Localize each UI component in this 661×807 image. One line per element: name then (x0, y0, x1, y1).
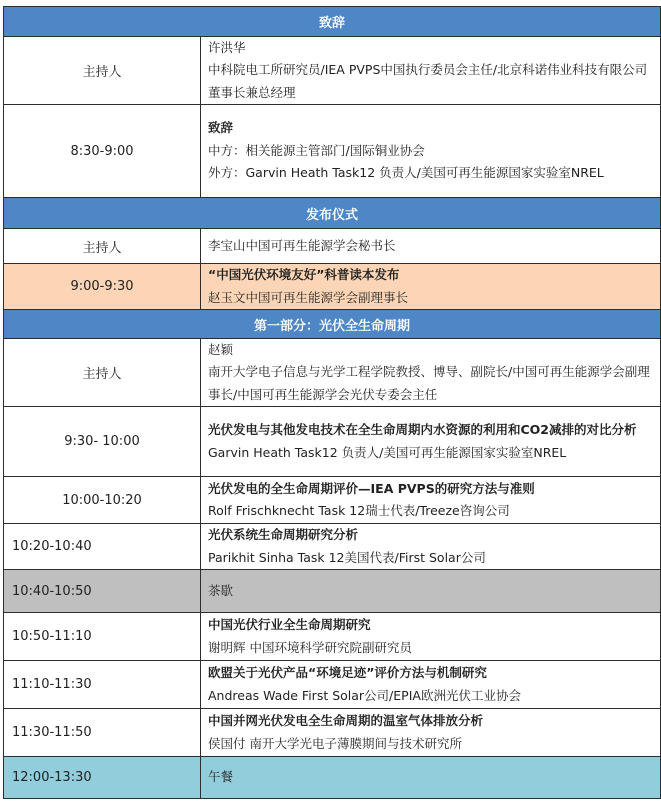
content-cell (201, 524, 660, 569)
break-label: 茶歇 (208, 582, 234, 598)
time-cell: 11:30-11:50 (4, 709, 201, 756)
time-cell: 11:10-11:30 (4, 661, 201, 708)
agenda-row-host-1 (4, 37, 660, 105)
time-cell: 10:20-10:40 (4, 524, 201, 569)
time-cell: 主持人 (4, 339, 201, 406)
agenda-row-tea-break (4, 570, 660, 613)
host-name: 李宝山中国可再生能源学会秘书长 (208, 237, 396, 253)
agenda-row-talk-1 (4, 407, 660, 477)
agenda-row-talk-4 (4, 613, 660, 661)
speaker-line: 中方：相关能源主管部门/国际铜业协会 (208, 142, 425, 158)
talk-title: 光伏系统生命周期研究分析 (208, 527, 359, 542)
time-cell: 10:40-10:50 (4, 570, 201, 612)
content-cell (201, 339, 660, 406)
host-name: 许洪华 (208, 39, 246, 55)
agenda-row-talk-6 (4, 709, 660, 757)
lunch-label: 午餐 (208, 769, 234, 785)
time-cell: 12:00-13:30 (4, 757, 201, 798)
content-cell (201, 37, 660, 104)
speaker-line: 外方：Garvin Heath Task12 负责人/美国可再生能源国家实验室NREL (208, 165, 604, 181)
content-cell (201, 709, 660, 756)
time-cell: 主持人 (4, 37, 201, 104)
speaker-line: 赵玉文中国可再生能源学会副理事长 (208, 289, 409, 305)
speaker-line: 谢明辉 中国环境科学研究院副研究员 (208, 639, 412, 655)
agenda-row-host-2 (4, 229, 660, 264)
content-cell (201, 570, 660, 612)
agenda-row-lunch (4, 757, 660, 799)
content-cell (201, 229, 660, 263)
speaker-line: Garvin Heath Task12 负责人/美国可再生能源国家实验室NREL (208, 444, 567, 460)
time-cell: 9:00-9:30 (4, 264, 201, 309)
speaker-line: 侯国付 南开大学光电子薄膜期间与技术研究所 (208, 735, 462, 751)
agenda-row-opening (4, 105, 660, 198)
section-header-welcome (4, 6, 660, 37)
host-title: 南开大学电子信息与光学工程学院教授、博导、副院长/中国可再生能源学会副理事长/中国可再生能源学会光伏专委会主任 (208, 364, 650, 402)
agenda-row-launch (4, 264, 660, 310)
section-header-launch (4, 198, 660, 229)
talk-title: 中国并网光伏发电全生命周期的温室气体排放分析 (208, 713, 484, 728)
agenda-row-host-3 (4, 339, 660, 407)
section-title: 致辞 (318, 16, 345, 31)
speaker-line: Rolf Frischknecht Task 12瑞士代表/Treeze咨询公司 (208, 503, 510, 518)
content-cell (201, 264, 660, 309)
speaker-line: Andreas Wade First Solar公司/EPIA欧洲光伏工业协会 (208, 687, 521, 703)
time-cell: 10:00-10:20 (4, 477, 201, 523)
time-cell: 9:30- 10:00 (4, 407, 201, 476)
talk-title: 光伏发电与其他发电技术在全生命周期内水资源的利用和CO2减排的对比分析 (208, 422, 637, 437)
content-cell (201, 613, 660, 660)
content-cell (201, 477, 660, 523)
content-cell (201, 661, 660, 708)
time-cell: 8:30-9:00 (4, 105, 201, 197)
agenda-table (3, 6, 661, 799)
item-title: 致辞 (208, 120, 234, 136)
item-title: “中国光伏环境友好”科普读本发布 (208, 267, 400, 282)
content-cell (201, 105, 660, 197)
agenda-row-talk-5 (4, 661, 660, 709)
speaker-line: Parikhit Sinha Task 12美国代表/First Solar公司 (208, 549, 486, 565)
content-cell (201, 757, 660, 798)
host-name: 赵颖 (208, 341, 234, 357)
section-header-part1 (4, 310, 660, 339)
time-cell: 主持人 (4, 229, 201, 263)
talk-title: 欧盟关于光伏产品“环境足迹”评价方法与机制研究 (208, 665, 487, 680)
talk-title: 中国光伏行业全生命周期研究 (208, 617, 371, 632)
host-title: 中科院电工所研究员/IEA PVPS中国执行委员会主任/北京科诺伟业科技有限公司董事长兼总经理 (208, 62, 648, 100)
section-title: 第一部分：光伏全生命周期 (253, 318, 410, 334)
agenda-row-talk-3 (4, 524, 660, 570)
section-title: 发布仪式 (305, 207, 358, 223)
agenda-row-talk-2 (4, 477, 660, 524)
content-cell (201, 407, 660, 476)
time-cell: 10:50-11:10 (4, 613, 201, 660)
talk-title: 光伏发电的全生命周期评价—IEA PVPS的研究方法与准则 (208, 480, 535, 496)
